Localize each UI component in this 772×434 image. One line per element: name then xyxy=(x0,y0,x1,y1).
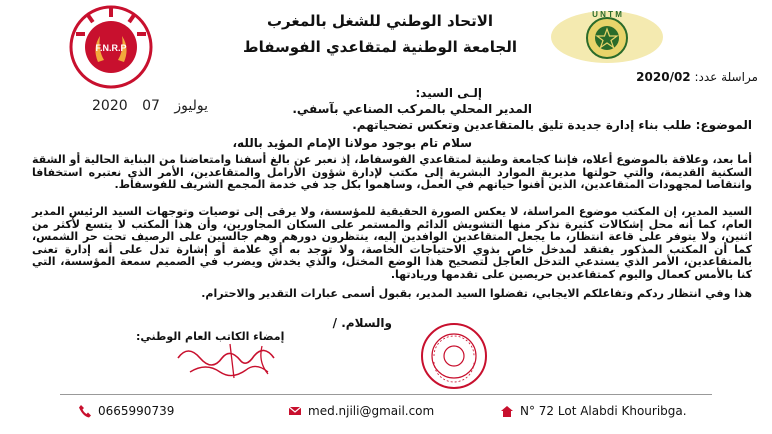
reference-number xyxy=(636,70,758,84)
date-month: يوليوز xyxy=(174,98,208,114)
footer-address xyxy=(500,404,687,418)
phone-icon xyxy=(78,404,92,418)
letter-closing: والسلام. / xyxy=(332,316,392,330)
federation-name: الجامعة الوطنية لمتقاعدي الفوسفاط xyxy=(242,38,517,56)
fnrp-logo-text: F.N.R.P xyxy=(95,43,127,53)
handwritten-signature xyxy=(170,336,300,386)
footer-phone xyxy=(78,404,174,418)
letter-subject: الموضوع: طلب بناء إدارة جديدة تليق بالمتقاعدين وتعكس تضحياتهم. xyxy=(352,118,752,132)
fnrp-logo xyxy=(68,4,154,90)
signature-label: إمضاء الكاتب العام الوطني: xyxy=(136,330,285,343)
footer-email xyxy=(288,404,434,418)
date-day: 07 xyxy=(142,98,160,114)
body-paragraph-3: هذا وفي انتظار ردكم وتفاعلكم الايجابي، تفضلوا السيد المدير، بقبول أسمى عبارات التقدير والاحترام. xyxy=(201,287,752,300)
recipient-title: المدير المحلي بالمركب الصناعي بآسفي. xyxy=(292,102,532,116)
recipient-salutation: إلـى السيد: xyxy=(415,86,482,100)
postal-address: N° 72 Lot Alabdi Khouribga. xyxy=(520,404,687,418)
untm-logo xyxy=(548,8,666,66)
body-paragraph-1: أما بعد، وعلاقة بالموضوع أعلاه، فإننا كجامعة وطنية لمتقاعدي الفوسفاط، إذ نعبر عن بالغ أسفنا وامتعاضنا من البناية الحالية أو الشقة السكنية القديمة، والتي حولتها مديرية الموارد البشرية إلى مكتب لإدارة شؤون الأرامل والمتقاعدين، الأمر الذي نعتبره استخفافا وانتقاصا لمجهودات المتقاعدين، الذين أفنوا حياتهم في العمل، وساهموا بكل جد في خدمة المجمع الشريف للفوسفاط. xyxy=(32,153,752,191)
body-paragraph-2: السيد المدير، إن المكتب موضوع المراسلة، لا يعكس الصورة الحقيقية للمؤسسة، ولا يرقى إلى توصيات وتوجهات السيد الرئيس المدير العام، كما أنه محل إشكالات كثيرة نذكر منها التشويش الدائم والمستمر على السكان المجاورين، وأن هذا المكتب لا يتسع لأكثر من اثنين، ولا يتوفر على قاعة انتظار، ما يجعل المتقاعدين الوافدين إليه، ينتظرون دورهم وهم جالسين على الرصيف تحت حر الشمس، كما أن المكتب المذكور يفتقد لمدخل خاص بذوي الاحتياجات الخاصة، ولا توجد به أي علامة أو إشارة تدل على أنه إدارة تعنى بالمتقاعدين، الأمر الذي يستدعي التدخل العاجل لتصحيح هذا الوضع المختل، والذي يخدش ويضرب في الصميم سمعة المؤسسة، التي كنا بالأمس كعمال واليوم كمتقاعدين حريصين على تقدمها وريادتها. xyxy=(32,205,752,281)
footer-divider xyxy=(60,394,712,395)
home-icon xyxy=(500,404,514,418)
letter-greeting: سلام تام بوجود مولانا الإمام المؤيد بالله، xyxy=(232,136,472,150)
reference-label: مراسلة عدد: xyxy=(694,70,758,84)
phone-number: 0665990739 xyxy=(98,404,175,418)
date-year: 2020 xyxy=(92,98,128,114)
official-stamp xyxy=(420,322,488,390)
letter-date xyxy=(92,98,218,114)
envelope-icon xyxy=(288,404,302,418)
union-name: الاتحاد الوطني للشغل بالمغرب xyxy=(266,12,494,30)
email-address: med.njili@gmail.com xyxy=(308,404,435,418)
untm-logo-text: U N T M xyxy=(592,10,622,19)
reference-value: 2020/02 xyxy=(636,70,691,84)
